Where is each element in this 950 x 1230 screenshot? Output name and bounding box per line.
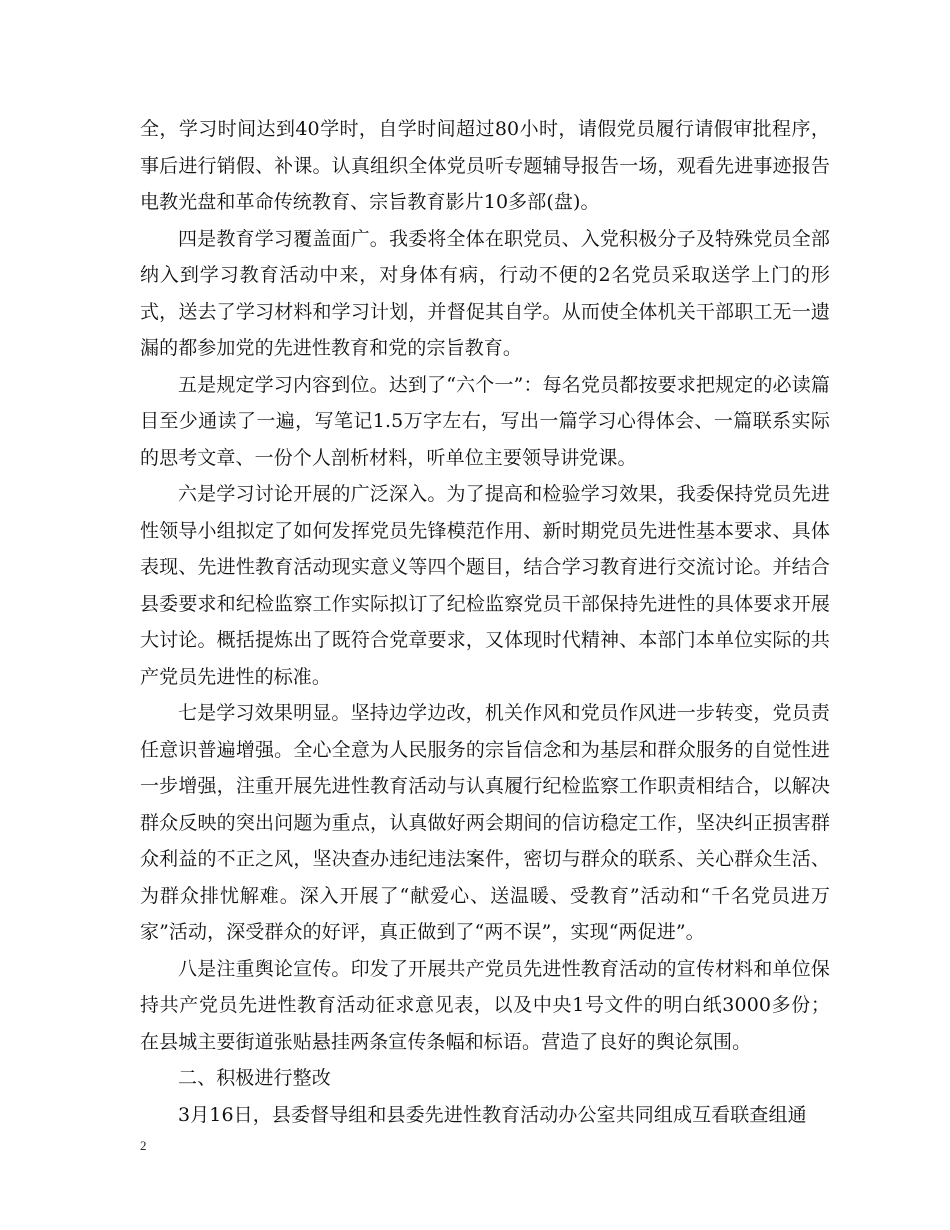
page-number: 2 xyxy=(140,1138,147,1153)
paragraph-publicity: 八是注重舆论宣传。印发了开展共产党员先进性教育活动的宣传材料和单位保持共产党员先进性教育活动征求意见表，以及中央1号文件的明白纸3000多份；在县城主要街道张贴悬挂两条宣传条幅和标语。营造了良好的舆论氛围。 xyxy=(140,957,830,1053)
paragraph-continuation: 全，学习时间达到40学时，自学时间超过80小时，请假党员履行请假审批程序，事后进行销假、补课。认真组织全体党员听专题辅导报告一场，观看先进事迹报告电教光盘和革命传统教育、宗旨教育影片10多部(盘)。 xyxy=(140,118,830,213)
paragraph-education-coverage: 四是教育学习覆盖面广。我委将全体在职党员、入党积极分子及特殊党员全部纳入到学习教育活动中来，对身体有病，行动不便的2名党员采取送学上门的形式，送去了学习材料和学习计划，并督促其自学。从而使全体机关干部职工无一遗漏的都参加党的先进性教育和党的宗旨教育。 xyxy=(140,227,830,359)
paragraph-study-discussion: 六是学习讨论开展的广泛深入。为了提高和检验学习效果，我委保持党员先进性领导小组拟定了如何发挥党员先锋模范作用、新时期党员先进性基本要求、具体表现、先进性教育活动现实意义等四个题目，结合学习教育进行交流讨论。并结合县委要求和纪检监察工作实际拟订了纪检监察党员干部保持先进性的具体要求开展大讨论。概括提炼出了既符合党章要求，又体现时代精神、本部门本单位实际的共产党员先进性的标准。 xyxy=(140,483,830,688)
paragraph-study-effect: 七是学习效果明显。坚持边学边改，机关作风和党员作风进一步转变，党员责任意识普遍增强。全心全意为人民服务的宗旨信念和为基层和群众服务的自觉性进一步增强，注重开展先进性教育活动与认真履行纪检监察工作职责相结合，以解决群众反映的突出问题为重点，认真做好两会期间的信访稳定工作，坚决纠正损害群众利益的不正之风，坚决查办违纪违法案件，密切与群众的联系、关心群众生活、为群众排忧解难。深入开展了“献爱心、送温暖、受教育”活动和“千名党员进万家”活动，深受群众的好评，真正做到了“两不误”，实现“两促进”。 xyxy=(140,702,830,943)
paragraph-inspection: 3月16日，县委督导组和县委先进性教育活动办公室共同组成互看联查组通 xyxy=(178,1103,807,1126)
section-heading-rectification: 二、积极进行整改 xyxy=(178,1067,331,1089)
body-text xyxy=(140,111,830,1133)
paragraph-study-content: 五是规定学习内容到位。达到了“六个一”：每名党员都按要求把规定的必读篇目至少通读了一遍，写笔记1.5万字左右，写出一篇学习心得体会、一篇联系实际的思考文章、一份个人剖析材料，听单位主要领导讲党课。 xyxy=(140,373,830,469)
